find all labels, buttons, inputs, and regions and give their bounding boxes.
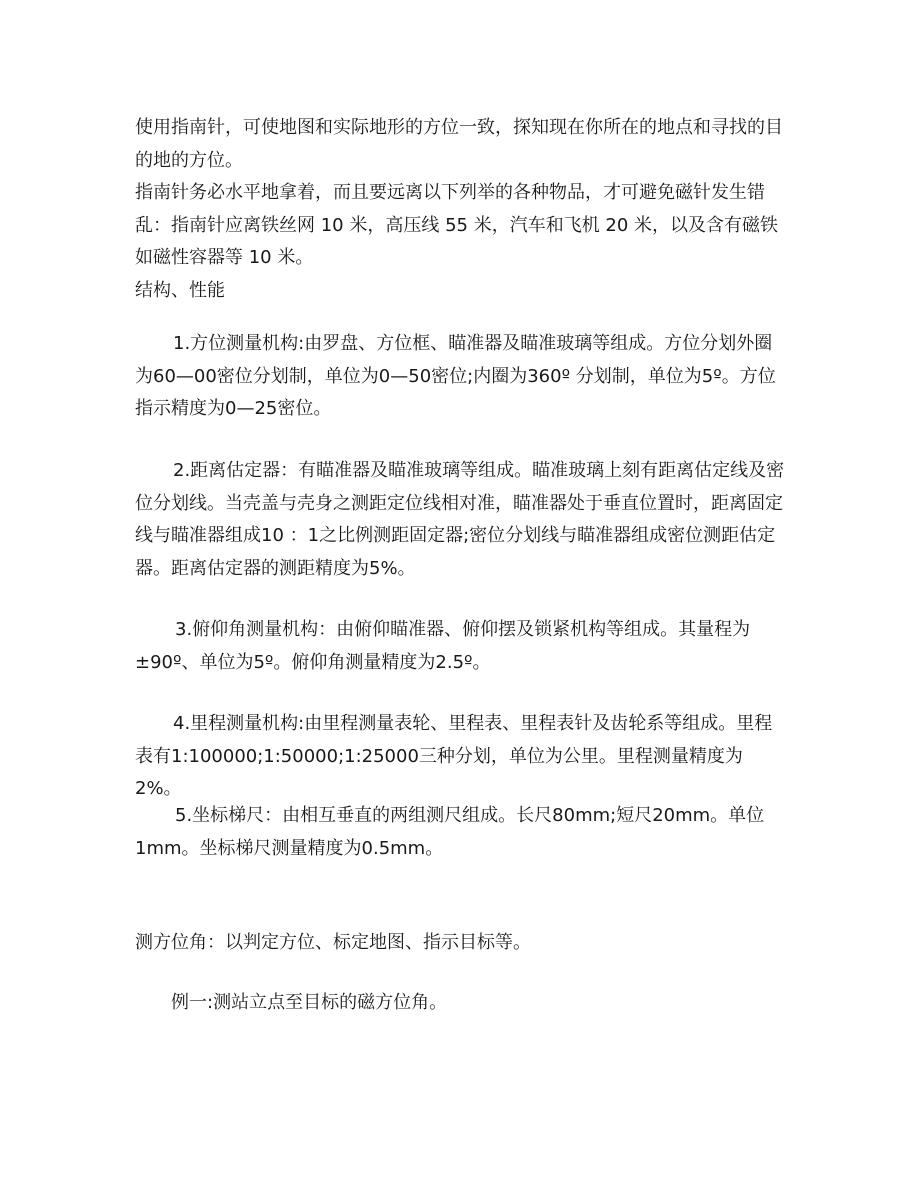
azimuth-measurement-heading: 测方位角：以判定方位、标定地图、指示目标等。 xyxy=(135,932,531,953)
example-one: 例一:测站立点至目标的磁方位角。 xyxy=(171,992,448,1013)
intro-paragraph-compass-handling: 指南针务必水平地拿着，而且要远离以下列举的各种物品，才可避免磁针发生错乱：指南针应离铁丝网 10 米，高压线 55 米，汽车和飞机 20 米，以及含有磁铁如磁性容器等 10 米。 xyxy=(135,182,779,269)
item-coordinate-scale: 5.坐标梯尺：由相互垂直的两组测尺组成。长尺80mm;短尺20mm。单位1mm。坐标梯尺测量精度为0.5mm。 xyxy=(135,805,765,859)
item-pitch-mechanism: 3.俯仰角测量机构：由俯仰瞄准器、俯仰摆及锁紧机构等组成。其量程为±90º、单位为5º。俯仰角测量精度为2.5º。 xyxy=(135,619,751,673)
item-distance-estimator: 2.距离估定器：有瞄准器及瞄准玻璃等组成。瞄准玻璃上刻有距离估定线及密位分划线。当壳盖与壳身之测距定位线相对准，瞄准器处于垂直位置时，距离固定线与瞄准器组成10 ：1之比例测距固定器;密位分划线与瞄准器组成密位测距估定器。距离估定器的测距精度为5%。 xyxy=(135,460,785,579)
intro-paragraph-compass-usage: 使用指南针，可使地图和实际地形的方位一致，探知现在你所在的地点和寻找的目的地的方位。 xyxy=(135,117,783,171)
item-mileage-mechanism: 4.里程测量机构:由里程测量表轮、里程表、里程表针及齿轮系等组成。里程表有1:100000;1:50000;1:25000三种分划，单位为公里。里程测量精度为2%。 xyxy=(135,713,773,799)
section-heading-structure: 结构、性能 xyxy=(135,279,225,301)
item-azimuth-mechanism: 1.方位测量机构:由罗盘、方位框、瞄准器及瞄准玻璃等组成。方位分划外圈为60—00密位分划制，单位为0—50密位;内圈为360º 分划制，单位为5º。方位指示精度为0—25密位。 xyxy=(135,333,776,419)
intro-section xyxy=(135,112,795,308)
